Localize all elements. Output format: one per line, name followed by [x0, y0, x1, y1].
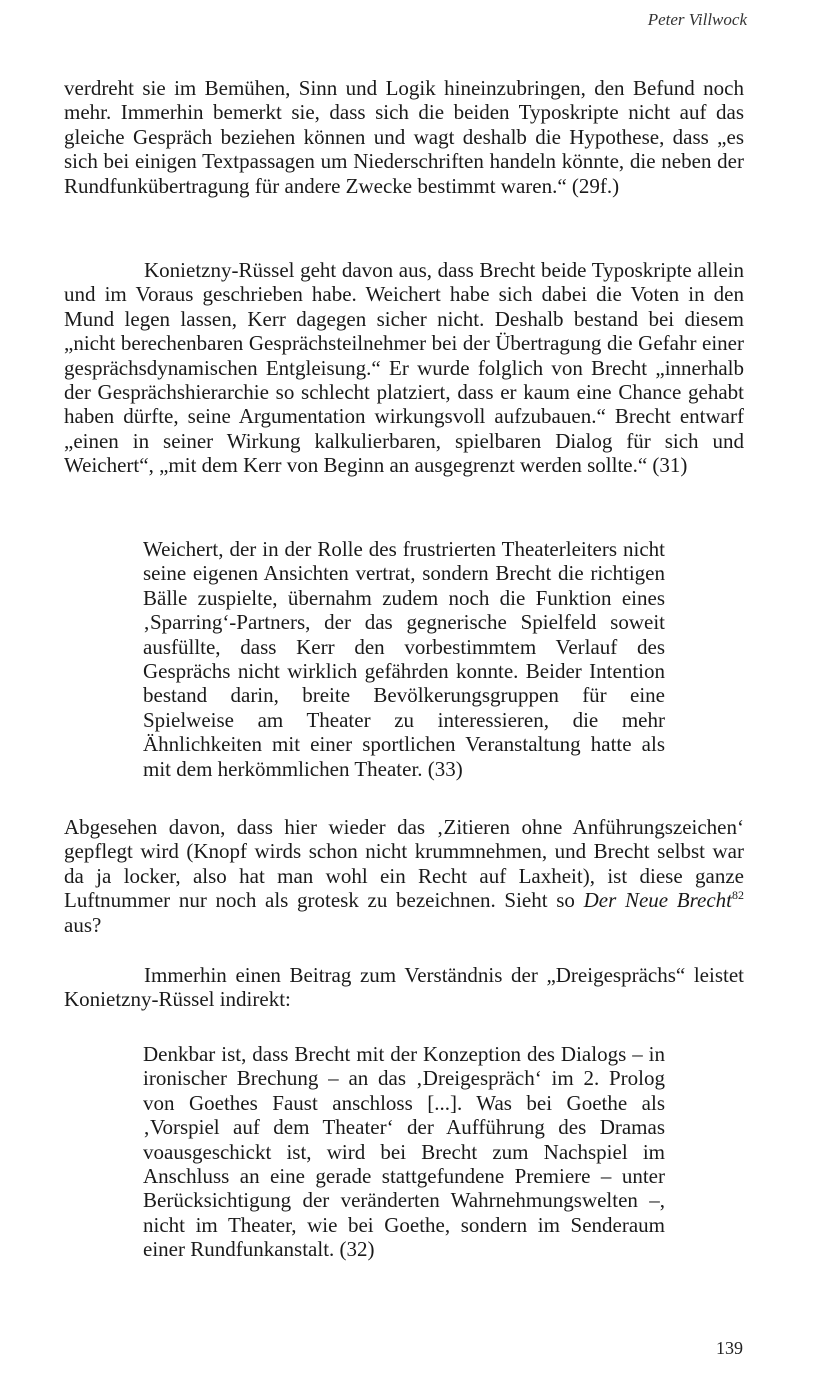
paragraph-3-text	[64, 815, 744, 937]
paragraph-3-body: Abgesehen davon, dass hier wieder das ‚Zitieren ohne Anführungszeichen‘ gepflegt wird (Knopf wirds schon nicht krummnehmen, und Brecht selbst war da ja locker, also hat man wohl ein Recht auf Laxheit), ist diese ganze Luftnummer nur noch als grotesk zu bezeichnen. Sieht so	[64, 815, 744, 913]
running-head-author: Peter Villwock	[647, 10, 747, 29]
book-title-italic: Der Neue Brecht	[583, 888, 732, 913]
block-quote-2-text: Denkbar ist, dass Brecht mit der Konzeption des Dialogs – in ironischer Brechung – an das ‚Dreigespräch‘ im 2. Prolog von Goethes Faust anschloss [...]. Was bei Goethe als ‚Vorspiel auf dem Theater‘ der Aufführung des Dramas voausgeschickt ist, wird bei Brecht zum Nachspiel im Anschluss an eine gerade stattgefundene Premiere – unter Berücksichtigung der veränderten Wahrnehmungswelten –, nicht im Theater, wie bei Goethe, sondern im Senderaum einer Rundfunkanstalt. (32)	[143, 1042, 665, 1262]
paragraph-2-text: Konietzny-Rüssel geht davon aus, dass Brecht beide Typoskripte allein und im Voraus geschrieben habe. Weichert habe sich dabei die Voten in den Mund legen lassen, Kerr dagegen sicher nicht. Deshalb bestand bei diesem „nicht berechenbaren Gesprächsteilnehmer bei der Übertragung die Gefahr einer gesprächsdynamischen Entgleisung.“ Er wurde folglich von Brecht „innerhalb der Gesprächshierarchie so schlecht platziert, dass er kaum eine Chance gehabt haben dürfte, seine Argumentation wirkungsvoll aufzubauen.“ Brecht entwarf „einen in seiner Wirkung kalkulierbaren, spielbaren Dialog für sich und Weichert“, „mit dem Kerr von Beginn an ausgegrenzt werden sollte.“ (31)	[64, 258, 744, 478]
paragraph-4	[64, 963, 744, 1012]
page-number: 139	[716, 1338, 743, 1358]
paragraph-2	[64, 258, 744, 478]
paragraph-4-text: Immerhin einen Beitrag zum Verständnis der „Dreigesprächs“ leistet Konietzny-Rüssel indirekt:	[64, 963, 744, 1012]
paragraph-3-end: aus?	[64, 912, 102, 937]
paragraph-1	[64, 76, 744, 198]
block-quote-2	[143, 1042, 665, 1262]
paragraph-1-text: verdreht sie im Bemühen, Sinn und Logik hineinzubringen, den Befund noch mehr. Immerhin bemerkt sie, dass sich die beiden Typoskripte nicht auf das gleiche Gespräch beziehen können und wagt deshalb die Hypothese, dass „es sich bei einigen Textpassagen um Niederschriften handeln könnte, die neben der Rundfunkübertragung für andere Zwecke bestimmt waren.“ (29f.)	[64, 76, 744, 198]
paragraph-3	[64, 815, 744, 937]
block-quote-1	[143, 537, 665, 781]
footnote-marker: 82	[732, 888, 744, 903]
block-quote-1-text: Weichert, der in der Rolle des frustrierten Theaterleiters nicht seine eigenen Ansichten vertrat, sondern Brecht die richtigen Bälle zuspielte, übernahm zudem noch die Funktion eines ‚Sparring‘-Partners, der das gegnerische Spielfeld soweit ausfüllte, dass Kerr den vorbestimmtem Verlauf des Gesprächs nicht wirklich gefährden konnte. Beider Intention bestand darin, breite Bevölkerungsgruppen für eine Spielweise am Theater zu interessieren, die mehr Ähnlichkeiten mit einer sportlichen Veranstaltung hatte als mit dem herkömmlichen Theater. (33)	[143, 537, 665, 781]
